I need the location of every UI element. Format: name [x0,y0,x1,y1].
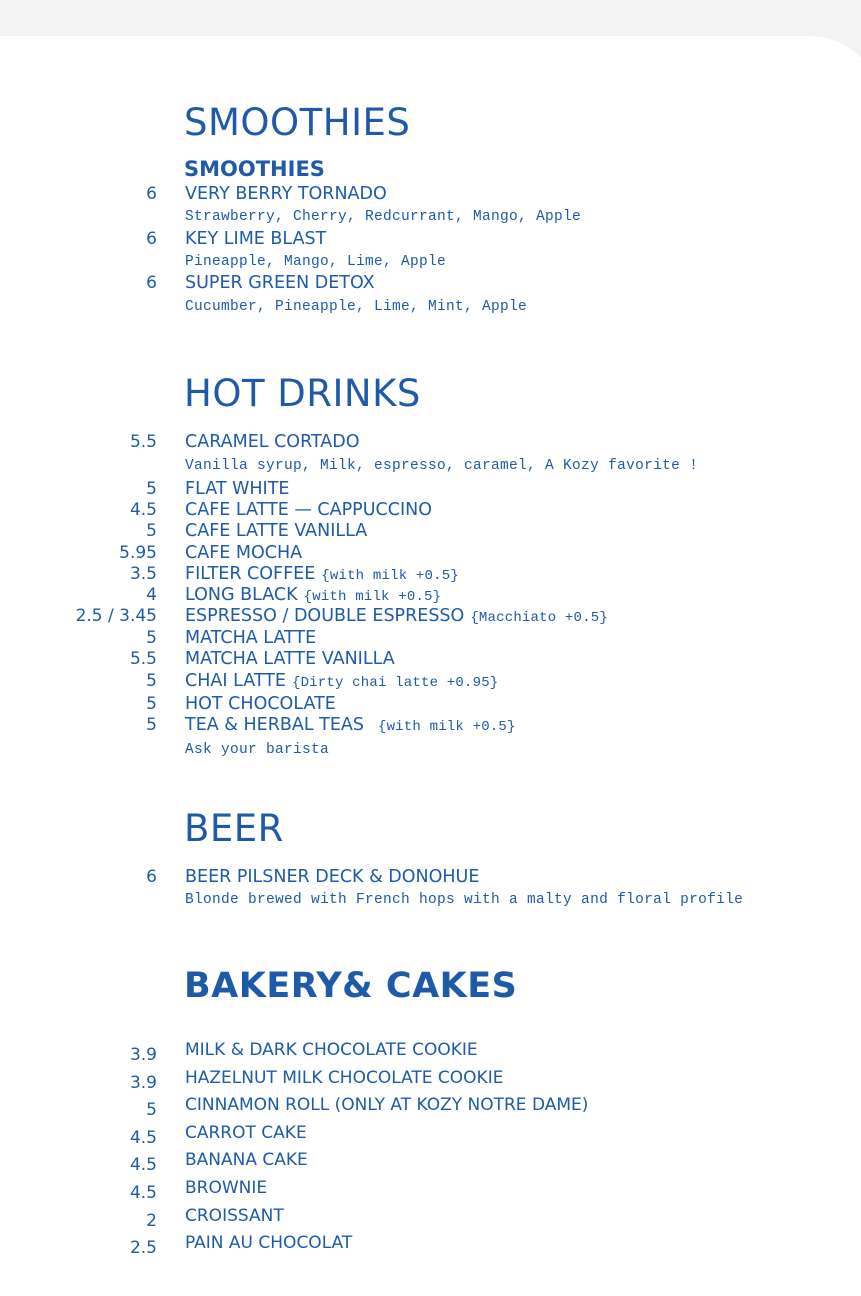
menu-item [0,585,861,607]
item-description: Pineapple, Mango, Lime, Apple [185,254,447,270]
item-name: MATCHA LATTE [185,628,317,648]
item-name: CARROT CAKE [185,1123,307,1143]
menu-item [0,649,861,671]
item-price: 3.9 [129,1045,157,1065]
menu-item [0,671,861,693]
menu-item [0,521,861,543]
item-name [185,585,441,607]
item-name: BROWNIE [185,1178,268,1198]
section-title-hot-drinks: HOT DRINKS [184,372,421,415]
menu-item [0,479,861,501]
menu-item [0,867,861,889]
item-price: 5 [146,715,157,735]
item-price: 4.5 [129,1155,157,1175]
item-name: MATCHA LATTE VANILLA [185,649,395,669]
item-name: CROISSANT [185,1206,284,1226]
item-price: 4.5 [129,500,157,520]
item-price: 5 [146,479,157,499]
item-price: 4.5 [129,1128,157,1148]
menu-item [0,564,861,586]
item-name-text: CHAI LATTE [185,671,286,691]
item-note: {Macchiato +0.5} [470,610,608,626]
menu-item [0,1040,861,1065]
item-name: HOT CHOCOLATE [185,694,336,714]
item-name-text: LONG BLACK [185,585,298,605]
item-name: MILK & DARK CHOCOLATE COOKIE [185,1040,478,1060]
item-name: CAFE LATTE VANILLA [185,521,368,541]
item-note: {with milk +0.5} [303,589,442,605]
item-name [185,606,608,628]
menu-item [0,1095,861,1120]
item-price: 6 [146,184,157,204]
item-price: 5 [146,694,157,714]
item-name: CAFE LATTE — CAPPUCCINO [185,500,432,520]
menu-item [0,1233,861,1258]
subsection-title-smoothies: SMOOTHIES [184,157,325,181]
item-price: 6 [146,867,157,887]
menu-item [0,606,861,628]
menu-item [0,500,861,522]
item-price: 2.5 [129,1238,157,1258]
item-price: 5 [146,521,157,541]
item-name [185,715,516,737]
item-price: 6 [146,229,157,249]
item-price: 5 [146,628,157,648]
menu-item [0,543,861,565]
item-note: {with milk +0.5} [321,568,459,584]
item-description: Strawberry, Cherry, Redcurrant, Mango, Apple [185,209,582,225]
item-price: 2 [146,1211,157,1231]
item-name: CAFE MOCHA [185,543,303,563]
section-title-bakery: BAKERY& CAKES [184,966,518,1006]
menu-item [0,1068,861,1093]
item-description: Vanilla syrup, Milk, espresso, caramel, A Kozy favorite ! [185,458,699,474]
item-name: HAZELNUT MILK CHOCOLATE COOKIE [185,1068,504,1088]
item-price: 5.5 [129,649,157,669]
item-name: PAIN AU CHOCOLAT [185,1233,353,1253]
item-name: BANANA CAKE [185,1150,308,1170]
section-title-smoothies: SMOOTHIES [184,101,411,144]
item-name [185,564,459,586]
item-name-text: ESPRESSO / DOUBLE ESPRESSO [185,606,465,626]
menu-item [0,273,861,295]
menu-item [0,1123,861,1148]
item-name: FLAT WHITE [185,479,290,499]
item-description: Blonde brewed with French hops with a malty and floral profile [185,892,744,908]
item-name [185,671,498,693]
menu-item [0,432,861,454]
menu-item [0,229,861,251]
item-price: 2.5 / 3.45 [75,606,157,626]
item-price: 3.5 [129,564,157,584]
item-note: {with milk +0.5} [377,719,516,735]
item-price: 5 [146,671,157,691]
item-price: 5.95 [119,543,157,563]
item-name: SUPER GREEN DETOX [185,273,375,293]
menu-item [0,1178,861,1203]
menu-item [0,1206,861,1231]
item-price: 5.5 [129,432,157,452]
section-title-beer: BEER [184,807,284,850]
item-price: 3.9 [129,1073,157,1093]
item-price: 5 [146,1100,157,1120]
menu-item [0,628,861,650]
item-name: CINNAMON ROLL (ONLY AT KOZY NOTRE DAME) [185,1095,589,1115]
item-name: VERY BERRY TORNADO [185,184,387,204]
item-description: Ask your barista [185,742,330,758]
item-price: 4.5 [129,1183,157,1203]
item-note: {Dirty chai latte +0.95} [291,675,499,691]
menu-item [0,184,861,206]
menu-item [0,1150,861,1175]
item-name-text: FILTER COFFEE [185,564,316,584]
item-name-text: TEA & HERBAL TEAS [185,715,364,735]
item-price: 4 [146,585,157,605]
item-name: BEER PILSNER DECK & DONOHUE [185,867,480,887]
item-price: 6 [146,273,157,293]
menu-item [0,694,861,716]
menu-item [0,715,861,737]
item-name: CARAMEL CORTADO [185,432,360,452]
item-description: Cucumber, Pineapple, Lime, Mint, Apple [185,299,528,315]
item-name: KEY LIME BLAST [185,229,327,249]
